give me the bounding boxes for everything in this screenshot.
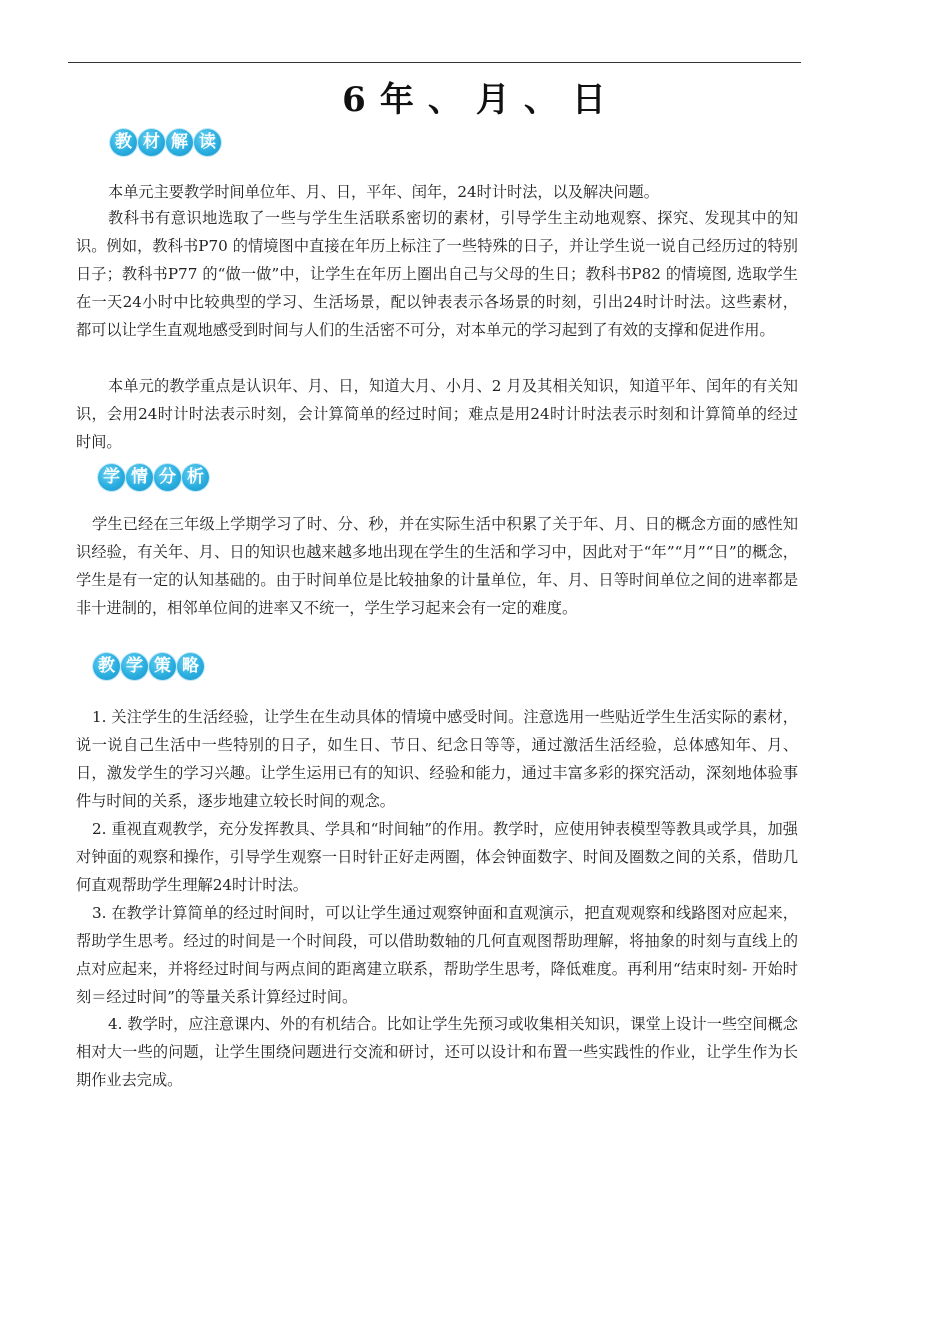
heading-badge: 教 (93, 653, 120, 680)
title-char-day: 日 (571, 80, 608, 120)
paragraph: 教科书有意识地选取了一些与学生生活联系密切的素材，引导学生主动地观察、探究、发现其中的知识。例如，教科书P70 的情境图中直接在年历上标注了一些特殊的日子，并让学生说一说自己经历过的特别日子；教科书P77 的“做一做”中，让学生在年历上圈出自己与父母的生日；教科书P82 的情境图, 选取学生在一天24小时中比较典型的学习、生活场景，配以钟表表示各场景的时刻，引出24时计时法。这些素材，都可以让学生直观地感受到时间与人们的生活密不可分，对本单元的学习起到了有效的支撑和促进作用。 (76, 209, 798, 339)
title-number: 6 (342, 80, 368, 120)
title-separator: 、 (523, 80, 560, 120)
heading-badge: 略 (177, 653, 204, 680)
heading-badge: 学 (121, 653, 148, 680)
strategy-item: 3. 在教学计算简单的经过时间时，可以让学生通过观察钟面和直观演示，把直观观察和线路图对应起来，帮助学生思考。经过的时间是一个时间段，可以借助数轴的几何直观图帮助理解，将抽象的时刻与直线上的点对应起来，并将经过时间与两点间的距离建立联系，帮助学生思考，降低难度。再利用“结束时刻- 开始时刻＝经过时间”的等量关系计算经过时间。 (76, 904, 798, 1006)
section-heading-student-analysis (98, 464, 209, 491)
page-title (0, 72, 950, 121)
title-char-year: 年 (379, 80, 416, 120)
heading-badge: 情 (126, 464, 153, 491)
heading-badge: 析 (182, 464, 209, 491)
strategy-item: 2. 重视直观教学，充分发挥教具、学具和“时间轴”的作用。教学时，应使用钟表模型等教具或学具，加强对钟面的观察和操作，引导学生观察一日时针正好走两圈，体会钟面数字、时间及圈数之间的关系，借助几何直观帮助学生理解24时计时法。 (76, 820, 798, 894)
heading-badge: 策 (149, 653, 176, 680)
header-rule (68, 62, 801, 63)
section-heading-teaching-strategy (93, 653, 204, 680)
section-heading-textbook-interpretation (110, 129, 221, 156)
heading-badge: 解 (166, 129, 193, 156)
heading-badge: 分 (154, 464, 181, 491)
title-separator: 、 (427, 80, 464, 120)
paragraph: 本单元主要教学时间单位年、月、日，平年、闰年，24时计时法，以及解决问题。 (108, 183, 659, 201)
title-char-month: 月 (475, 80, 512, 120)
strategy-item: 1. 关注学生的生活经验，让学生在生动具体的情境中感受时间。注意选用一些贴近学生生活实际的素材，说一说自己生活中一些特别的日子，如生日、节日、纪念日等等，通过激活生活经验，总体感知年、月、日，激发学生的学习兴趣。让学生运用已有的知识、经验和能力，通过丰富多彩的探究活动，深刻地体验事件与时间的关系，逐步地建立较长时间的观念。 (76, 708, 798, 810)
paragraph: 学生已经在三年级上学期学习了时、分、秒，并在实际生活中积累了关于年、月、日的概念方面的感性知识经验，有关年、月、日的知识也越来越多地出现在学生的生活和学习中，因此对于“年”“月”“日”的概念，学生是有一定的认知基础的。由于时间单位是比较抽象的计量单位，年、月、日等时间单位之间的进率都是非十进制的，相邻单位间的进率又不统一，学生学习起来会有一定的难度。 (76, 515, 798, 617)
strategy-item: 4. 教学时，应注意课内、外的有机结合。比如让学生先预习或收集相关知识，课堂上设计一些空间概念相对大一些的问题，让学生围绕问题进行交流和研讨，还可以设计和布置一些实践性的作业，让学生作为长期作业去完成。 (76, 1015, 798, 1089)
paragraph: 本单元的教学重点是认识年、月、日，知道大月、小月、2 月及其相关知识，知道平年、闰年的有关知识，会用24时计时法表示时刻，会计算简单的经过时间；难点是用24时计时法表示时刻和计算简单的经过时间。 (76, 377, 798, 451)
heading-badge: 材 (138, 129, 165, 156)
heading-badge: 学 (98, 464, 125, 491)
heading-badge: 读 (194, 129, 221, 156)
heading-badge: 教 (110, 129, 137, 156)
